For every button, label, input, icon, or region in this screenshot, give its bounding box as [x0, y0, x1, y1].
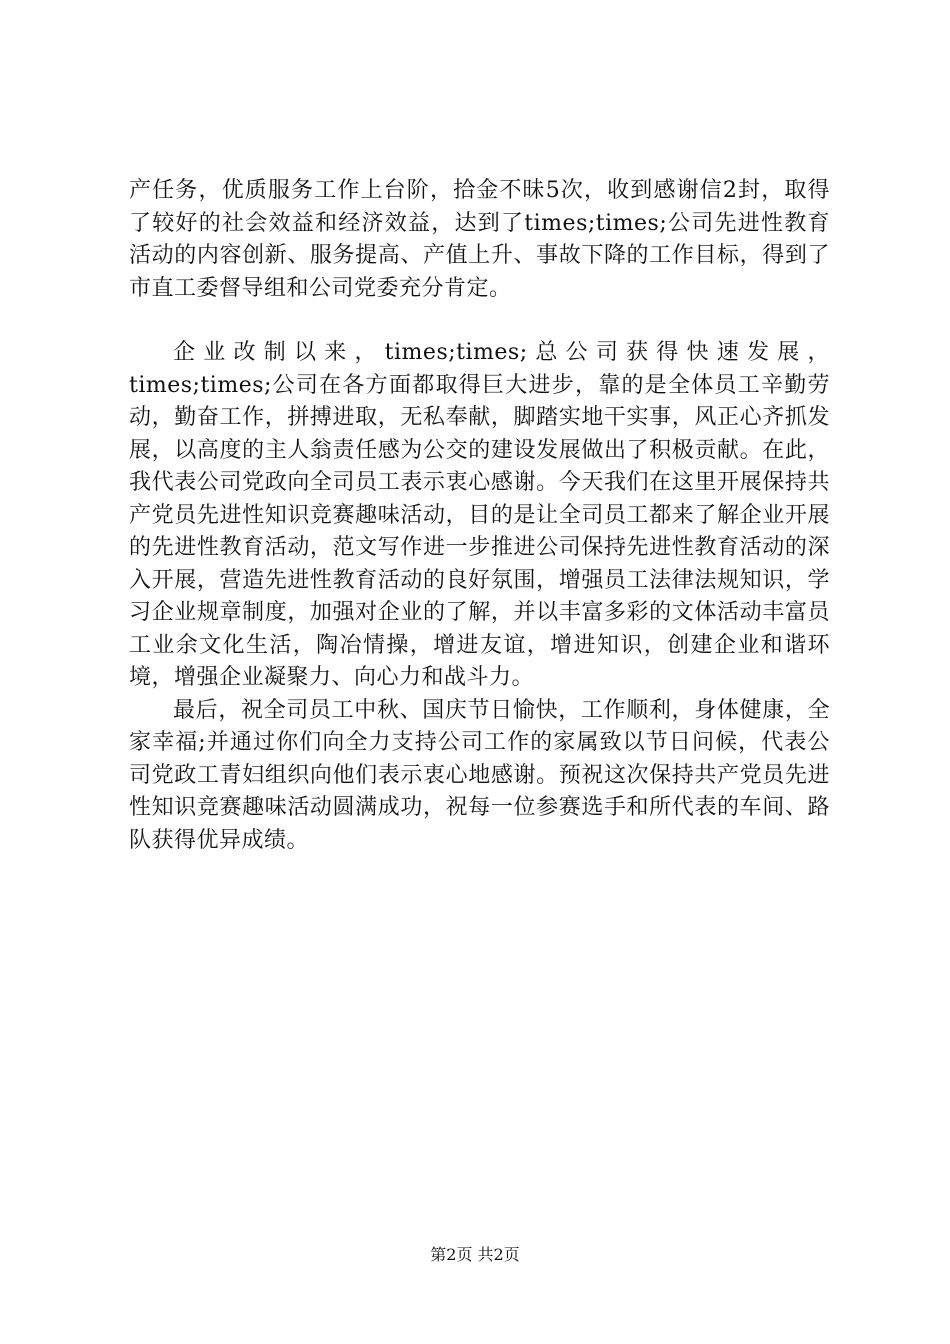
paragraph-reform: 企业改制以来，times;times;总公司获得快速发展，times;times;公司在各方面都取得巨大进步，靠的是全体员工辛勤劳动，勤奋工作，拼搏进取，无私奉献，脚踏实地干实事，风正心齐抓发展，以高度的主人翁责任感为公交的建设发展做出了积极贡献。在此，我代表公司党政向全司员工表示衷心感谢。今天我们在这里开展保持共产党员先进性知识竞赛趣味活动，目的是让全司员工都来了解企业开展的先进性教育活动，范文写作进一步推进公司保持先进性教育活动的深入开展，营造先进性教育活动的良好氛围，增强员工法律法规知识，学习企业规章制度，加强对企业的了解，并以丰富多彩的文体活动丰富员工业余文化生活，陶冶情操，增进友谊，增进知识，创建企业和谐环境，增强企业凝聚力、向心力和战斗力。	[129, 340, 830, 690]
page-footer: 第2页 共2页	[430, 1245, 520, 1264]
document-body	[129, 175, 830, 857]
paragraph-closing: 最后，祝全司员工中秋、国庆节日愉快，工作顺利，身体健康，全家幸福;并通过你们向全力支持公司工作的家属致以节日问候，代表公司党政工青妇组织向他们表示衷心地感谢。预祝这次保持共产党员先进性知识竞赛趣味活动圆满成功，祝每一位参赛选手和所代表的车间、路队获得优异成绩。	[129, 697, 830, 853]
paragraph-continued: 产任务，优质服务工作上台阶，拾金不昧5次，收到感谢信2封，取得了较好的社会效益和经济效益，达到了times;times;公司先进性教育活动的内容创新、服务提高、产值上升、事故下降的工作目标，得到了市直工委督导组和公司党委充分肯定。	[129, 178, 830, 301]
